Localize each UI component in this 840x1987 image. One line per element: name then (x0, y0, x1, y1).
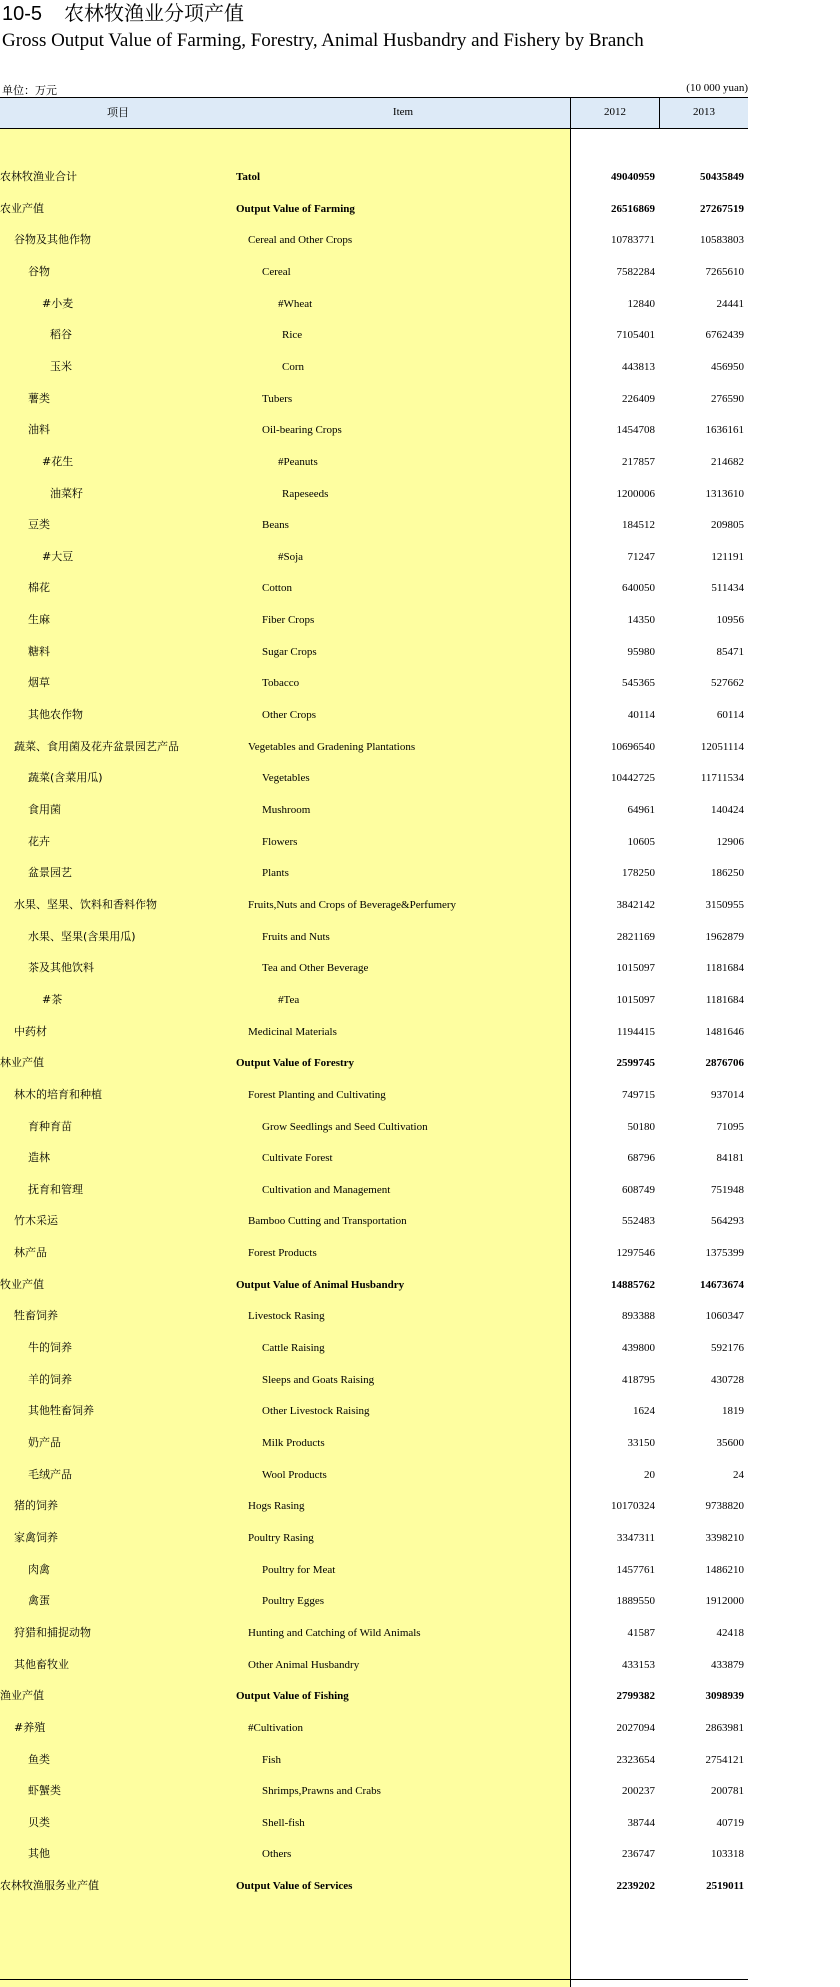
row-label-cn: 毛绒产品 (28, 1467, 72, 1481)
row-label-cn: 羊的饲养 (28, 1372, 72, 1386)
row-label-en: Vegetables (262, 772, 310, 785)
row-label-cn: 盆景园艺 (28, 866, 72, 880)
row-label-en: Fiber Crops (262, 614, 315, 627)
row-label-en: Cereal and Other Crops (248, 234, 353, 247)
row-label-en: Output Value of Forestry (236, 1057, 355, 1070)
row-value-2013: 84181 (716, 1152, 744, 1165)
table-row (0, 161, 748, 193)
row-label-en: Others (262, 1848, 292, 1861)
row-value-2012: 1624 (633, 1405, 655, 1418)
table-row (0, 1047, 748, 1079)
row-label-en: Output Value of Farming (236, 202, 355, 215)
row-label-en: Medicinal Materials (248, 1025, 337, 1038)
unit-label-en: (10 000 yuan) (686, 82, 748, 94)
row-value-2012: 2799382 (616, 1690, 655, 1703)
row-value-2013: 103318 (711, 1848, 744, 1861)
row-value-2012: 2599745 (616, 1057, 655, 1070)
row-label-en: Output Value of Fishing (236, 1690, 349, 1703)
row-value-2012: 608749 (622, 1183, 655, 1196)
row-value-2013: 60114 (716, 709, 744, 722)
row-value-2012: 20 (644, 1468, 655, 1481)
page-title (2, 0, 244, 26)
row-label-en: Flowers (262, 835, 298, 848)
row-label-cn: 谷物 (28, 264, 50, 278)
row-label-en: Hogs Rasing (248, 1500, 305, 1513)
row-value-2012: 217857 (622, 455, 655, 468)
row-label-cn: 水果、坚果(含果用瓜) (28, 929, 136, 943)
row-label-en: Plants (262, 867, 289, 880)
table-row (0, 857, 748, 889)
row-value-2012: 64961 (627, 804, 655, 816)
table-row (0, 984, 748, 1016)
row-value-2013: 1486210 (705, 1563, 744, 1576)
table-row (0, 1712, 748, 1744)
row-label-en: Fish (262, 1753, 281, 1766)
table-row (0, 1522, 748, 1554)
row-label-cn: 禽蛋 (28, 1594, 50, 1608)
table-row (0, 193, 748, 225)
row-label-cn: 薯类 (28, 391, 50, 405)
table-row (0, 572, 748, 604)
row-value-2012: 3842142 (616, 898, 655, 911)
row-value-2012: 2821169 (616, 930, 655, 943)
year-2012-header (570, 97, 659, 129)
row-value-2013: 42418 (716, 1626, 744, 1639)
row-value-2013: 3098939 (705, 1690, 744, 1703)
row-label-cn: 虾蟹类 (28, 1784, 61, 1798)
table-row (0, 889, 748, 921)
row-label-en: Rice (282, 329, 303, 342)
row-label-cn: 其他 (28, 1847, 50, 1861)
row-value-2013: 24441 (716, 297, 744, 310)
row-value-2013: 1636161 (705, 424, 744, 437)
row-value-2013: 9738820 (705, 1500, 744, 1513)
row-label-en: Tatol (236, 171, 261, 183)
table-row (0, 667, 748, 699)
row-value-2012: 10442725 (611, 772, 655, 785)
row-label-cn: 牧业产值 (0, 1277, 44, 1291)
item-header-en: Item (392, 106, 414, 118)
unit-label-cn: 单位：万元 (2, 84, 57, 97)
row-value-2012: 1889550 (616, 1595, 655, 1608)
table-row (0, 1205, 748, 1237)
row-label-cn: 水果、坚果、饮料和香料作物 (14, 897, 157, 911)
row-value-2013: 2863981 (705, 1721, 744, 1734)
row-label-en: Tea and Other Beverage (262, 962, 369, 975)
row-label-en: Corn (282, 360, 304, 373)
row-value-2013: 14673674 (700, 1278, 744, 1291)
table-row (0, 1111, 748, 1143)
table-row (0, 383, 748, 415)
row-label-en: Output Value of Services (236, 1880, 353, 1893)
row-label-cn: 其他畜牧业 (14, 1657, 69, 1671)
table-row (0, 1332, 748, 1364)
row-label-cn: 豆类 (28, 518, 50, 532)
row-label-cn: 造林 (28, 1151, 50, 1165)
row-value-2013: 10583803 (700, 234, 744, 247)
row-value-2013: 1819 (722, 1405, 744, 1418)
row-label-en: Tubers (262, 392, 293, 405)
row-label-en: Shell-fish (262, 1816, 305, 1829)
row-label-cn: 茶及其他饮料 (28, 961, 94, 975)
table-row (0, 1237, 748, 1269)
row-value-2012: 1454708 (616, 424, 655, 437)
row-value-2012: 418795 (622, 1373, 655, 1386)
row-value-2013: 209805 (711, 519, 744, 532)
table-row (0, 1775, 748, 1807)
row-value-2012: 40114 (627, 709, 655, 722)
row-label-en: Sugar Crops (262, 645, 317, 658)
table-row (0, 414, 748, 446)
row-value-2012: 1194415 (616, 1025, 655, 1038)
row-label-en: Vegetables and Gradening Plantations (248, 740, 416, 753)
table-number: 10-5 (2, 3, 43, 25)
row-value-2012: 10696540 (611, 740, 655, 753)
row-value-2012: 68796 (627, 1152, 655, 1165)
row-label-cn: 糖料 (28, 644, 50, 658)
row-value-2012: 893388 (622, 1310, 655, 1323)
table-row (0, 1142, 748, 1174)
row-value-2012: 184512 (622, 519, 655, 532)
row-value-2013: 1481646 (705, 1025, 744, 1038)
row-value-2013: 71095 (716, 1120, 744, 1133)
row-label-en: Fruits and Nuts (262, 930, 330, 943)
row-value-2013: 1375399 (705, 1247, 744, 1260)
row-value-2013: 592176 (711, 1342, 744, 1355)
row-value-2013: 200781 (711, 1785, 744, 1798)
row-label-cn: 谷物及其他作物 (14, 233, 91, 247)
table-row (0, 826, 748, 858)
row-value-2013: 11711534 (700, 772, 744, 785)
table-row (0, 446, 748, 478)
row-label-en: #Soja (278, 550, 304, 563)
row-label-en: Other Livestock Raising (262, 1405, 370, 1418)
row-value-2013: 186250 (711, 867, 744, 880)
row-label-en: Cereal (262, 265, 291, 278)
row-label-en: Livestock Rasing (248, 1310, 325, 1323)
row-label-cn: 渔业产值 (0, 1689, 44, 1703)
row-label-cn: 油菜籽 (50, 486, 83, 500)
row-label-en: #Peanuts (278, 455, 318, 468)
table-row (0, 1617, 748, 1649)
row-value-2012: 178250 (622, 867, 655, 880)
row-value-2013: 35600 (716, 1437, 744, 1449)
table-row (0, 1680, 748, 1712)
table-row (0, 1807, 748, 1839)
row-label-cn: #花生 (42, 454, 74, 468)
row-label-cn: 食用菌 (28, 803, 61, 816)
row-value-2013: 85471 (716, 645, 744, 658)
row-label-cn: 猪的饲养 (14, 1499, 58, 1513)
row-value-2012: 749715 (622, 1088, 655, 1101)
row-value-2012: 545365 (622, 677, 655, 690)
table-row (0, 1744, 748, 1776)
row-label-cn: 烟草 (28, 676, 50, 690)
row-label-cn: 花卉 (28, 834, 50, 848)
table-row (0, 604, 748, 636)
row-label-cn: 牲畜饲养 (14, 1309, 58, 1323)
row-value-2012: 71247 (627, 550, 655, 563)
row-value-2013: 7265610 (705, 265, 744, 278)
row-value-2012: 439800 (622, 1342, 655, 1355)
row-value-2013: 2519011 (706, 1880, 744, 1893)
row-label-cn: 育种育苗 (28, 1119, 72, 1133)
table-row (0, 288, 748, 320)
row-value-2013: 1060347 (705, 1310, 744, 1323)
row-value-2013: 430728 (711, 1373, 744, 1386)
row-value-2012: 95980 (627, 645, 655, 658)
row-value-2012: 12840 (627, 297, 655, 310)
row-value-2013: 751948 (711, 1183, 744, 1196)
row-label-en: Wool Products (262, 1468, 327, 1481)
table-row (0, 1174, 748, 1206)
table-row (0, 1585, 748, 1617)
row-value-2012: 443813 (622, 360, 655, 373)
row-label-cn: 其他农作物 (28, 708, 83, 722)
row-label-en: Fruits,Nuts and Crops of Beverage&Perfumery (248, 898, 457, 911)
row-label-en: Oil-bearing Crops (262, 424, 342, 437)
row-label-en: Beans (262, 519, 289, 532)
row-label-en: #Tea (278, 993, 300, 1006)
row-label-cn: 狩猎和捕捉动物 (14, 1625, 91, 1639)
row-value-2012: 2239202 (616, 1880, 655, 1893)
row-value-2012: 50180 (627, 1120, 655, 1133)
row-value-2012: 10170324 (611, 1500, 655, 1513)
table-row (0, 478, 748, 510)
row-label-en: Milk Products (262, 1437, 325, 1449)
row-label-cn: 生麻 (28, 613, 50, 627)
row-label-en: Poultry for Meat (262, 1563, 336, 1576)
row-label-en: #Cultivation (248, 1721, 303, 1734)
table-bottom-rule (0, 1979, 748, 1980)
row-value-2013: 456950 (711, 360, 744, 373)
table-row (0, 319, 748, 351)
row-label-en: Cattle Raising (262, 1342, 325, 1355)
row-label-en: Cotton (262, 582, 292, 595)
row-label-cn: #养殖 (14, 1720, 46, 1734)
row-value-2013: 276590 (711, 392, 744, 405)
row-value-2013: 6762439 (705, 329, 744, 342)
row-value-2013: 24 (733, 1468, 744, 1481)
row-value-2013: 140424 (711, 804, 744, 816)
row-label-en: Poultry Egges (262, 1595, 325, 1608)
row-label-cn: 农业产值 (0, 201, 44, 215)
row-value-2013: 12906 (716, 835, 744, 848)
row-value-2013: 1912000 (705, 1595, 744, 1608)
row-value-2013: 50435849 (700, 171, 744, 183)
table-row (0, 1427, 748, 1459)
row-label-cn: 奶产品 (28, 1436, 61, 1449)
row-label-cn: 棉花 (28, 581, 50, 595)
row-value-2012: 552483 (622, 1215, 655, 1228)
row-value-2012: 200237 (622, 1785, 655, 1798)
row-label-cn: #大豆 (42, 549, 74, 563)
row-label-cn: 竹木采运 (14, 1214, 58, 1228)
row-value-2012: 2027094 (616, 1721, 655, 1734)
row-label-cn: 玉米 (50, 359, 72, 373)
row-label-cn: 林业产值 (0, 1056, 44, 1070)
row-label-cn: 家禽饲养 (14, 1530, 58, 1544)
row-label-en: Output Value of Animal Husbandry (236, 1278, 405, 1291)
row-value-2012: 49040959 (611, 171, 655, 183)
table-row (0, 541, 748, 573)
row-label-en: Poultry Rasing (248, 1531, 314, 1544)
row-label-cn: 中药材 (14, 1024, 47, 1038)
row-value-2012: 236747 (622, 1848, 655, 1861)
row-value-2012: 2323654 (616, 1753, 655, 1766)
year-2013-header (659, 97, 748, 129)
row-label-cn: 牛的饲养 (28, 1341, 72, 1355)
row-label-cn: 蔬菜、食用菌及花卉盆景园艺产品 (14, 739, 179, 753)
row-label-cn: 抚育和管理 (28, 1182, 83, 1196)
row-value-2013: 937014 (711, 1088, 744, 1101)
row-value-2012: 1015097 (616, 962, 655, 975)
row-label-en: Hunting and Catching of Wild Animals (248, 1626, 421, 1639)
year-2012-label: 2012 (604, 106, 626, 118)
row-value-2013: 511434 (711, 582, 744, 595)
row-label-en: Cultivation and Management (262, 1183, 391, 1196)
row-label-cn: #小麦 (42, 296, 74, 310)
table-row (0, 509, 748, 541)
row-value-2012: 640050 (622, 582, 655, 595)
row-label-cn: 油料 (28, 423, 50, 437)
row-value-2013: 214682 (711, 455, 744, 468)
row-value-2013: 1181684 (705, 962, 744, 975)
row-value-2013: 1962879 (705, 930, 744, 943)
table-row (0, 636, 748, 668)
row-label-en: Other Animal Husbandry (248, 1658, 360, 1671)
row-label-cn: 稻谷 (50, 328, 72, 342)
row-label-cn: 蔬菜(含菜用瓜) (28, 771, 103, 785)
row-value-2012: 14350 (627, 614, 655, 627)
row-value-2013: 527662 (711, 677, 744, 690)
row-value-2013: 10956 (716, 614, 744, 627)
table-row (0, 699, 748, 731)
row-value-2012: 33150 (627, 1437, 655, 1449)
row-value-2012: 38744 (627, 1816, 655, 1829)
row-label-cn: 农林牧渔业合计 (0, 170, 77, 183)
table-row (0, 1459, 748, 1491)
row-value-2013: 2876706 (705, 1057, 744, 1070)
row-value-2012: 3347311 (616, 1531, 655, 1544)
row-label-cn: 林产品 (14, 1246, 47, 1260)
row-value-2012: 41587 (627, 1626, 655, 1639)
row-label-cn: 肉禽 (28, 1562, 50, 1576)
table-row (0, 1016, 748, 1048)
row-value-2013: 121191 (711, 550, 744, 563)
row-label-en: Other Crops (262, 709, 317, 722)
row-label-en: Sleeps and Goats Raising (262, 1373, 375, 1386)
table-row (0, 1269, 748, 1301)
data-table (0, 97, 748, 1987)
row-value-2013: 564293 (711, 1215, 744, 1228)
table-row (0, 1870, 748, 1902)
row-label-en: #Wheat (278, 297, 313, 310)
row-label-en: Forest Products (248, 1247, 317, 1260)
item-header-cn: 项目 (107, 106, 129, 119)
table-row (0, 1079, 748, 1111)
row-value-2013: 3150955 (705, 898, 744, 911)
table-row (0, 1554, 748, 1586)
title-cn: 农林牧渔业分项产值 (64, 1, 245, 25)
row-label-en: Forest Planting and Cultivating (248, 1088, 386, 1101)
row-value-2013: 40719 (716, 1816, 744, 1829)
table-row (0, 731, 748, 763)
table-row (0, 1300, 748, 1332)
item-header (0, 97, 570, 129)
row-value-2012: 433153 (622, 1658, 655, 1671)
row-label-cn: 其他牲畜饲养 (28, 1404, 94, 1418)
row-value-2012: 1297546 (616, 1247, 655, 1260)
row-label-cn: 鱼类 (28, 1752, 50, 1766)
row-value-2012: 1457761 (616, 1563, 655, 1576)
row-label-en: Rapeseeds (282, 487, 329, 500)
row-value-2013: 3398210 (705, 1531, 744, 1544)
row-label-en: Mushroom (262, 804, 311, 816)
table-row (0, 1838, 748, 1870)
row-value-2012: 1015097 (616, 993, 655, 1006)
row-label-en: Tobacco (262, 677, 300, 690)
table-row (0, 1490, 748, 1522)
row-value-2012: 10605 (627, 835, 655, 848)
row-value-2012: 14885762 (611, 1278, 655, 1291)
row-label-en: Bamboo Cutting and Transportation (248, 1215, 407, 1228)
row-label-cn: 林木的培育和种植 (14, 1087, 102, 1101)
table-row (0, 921, 748, 953)
row-label-en: Cultivate Forest (262, 1152, 333, 1165)
year-2013-label: 2013 (693, 106, 715, 118)
row-value-2013: 1181684 (705, 993, 744, 1006)
row-value-2012: 7582284 (616, 265, 655, 278)
row-label-en: Shrimps,Prawns and Crabs (262, 1785, 381, 1798)
table-row (0, 794, 748, 826)
row-value-2012: 226409 (622, 392, 655, 405)
row-value-2012: 1200006 (616, 487, 655, 500)
title-en: Gross Output Value of Farming, Forestry, Animal Husbandry and Fishery by Branch (2, 30, 644, 51)
table-row (0, 762, 748, 794)
row-label-cn: 贝类 (28, 1815, 50, 1829)
table-row (0, 1649, 748, 1681)
table-row (0, 351, 748, 383)
row-value-2012: 10783771 (611, 234, 655, 247)
table-row (0, 256, 748, 288)
row-value-2013: 2754121 (705, 1753, 744, 1766)
table-row (0, 1395, 748, 1427)
row-label-cn: 农林牧渔服务业产值 (0, 1879, 99, 1893)
row-value-2013: 27267519 (700, 202, 744, 215)
row-value-2013: 433879 (711, 1658, 744, 1671)
table-row (0, 1364, 748, 1396)
table-row (0, 952, 748, 984)
row-value-2012: 7105401 (616, 329, 655, 342)
row-value-2012: 26516869 (611, 202, 655, 215)
row-label-cn: #茶 (42, 992, 63, 1006)
row-label-en: Grow Seedlings and Seed Cultivation (262, 1120, 428, 1133)
row-value-2013: 1313610 (705, 487, 744, 500)
row-value-2013: 12051114 (700, 740, 744, 753)
table-row (0, 224, 748, 256)
